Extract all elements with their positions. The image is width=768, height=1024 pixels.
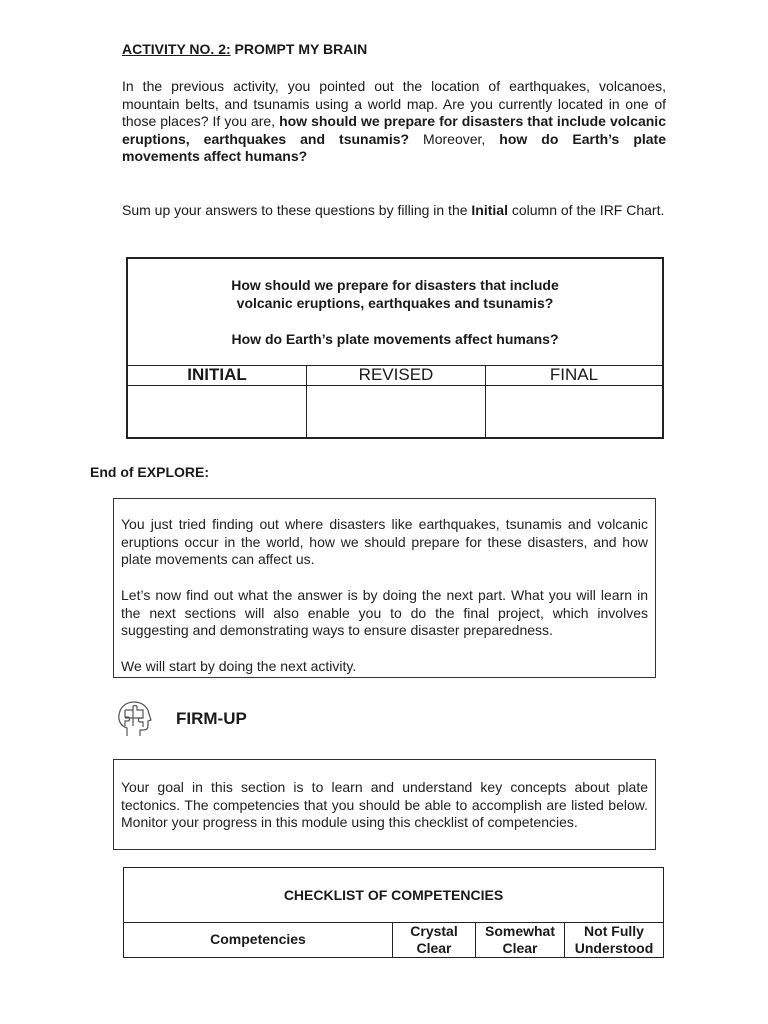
irf-question-2: How do Earth’s plate movements affect humans? [231, 331, 559, 347]
intro-text-2: Moreover, [409, 130, 500, 147]
irf-header-initial: INITIAL [128, 365, 307, 385]
irf-questions [128, 259, 662, 366]
irf-question-1 [128, 277, 662, 312]
puzzle-head-icon [113, 696, 157, 740]
irf-final-answer-cell[interactable] [486, 386, 662, 437]
activity-name: PROMPT MY BRAIN [230, 41, 368, 57]
irf-answer-row [128, 386, 662, 437]
checklist-header-somewhat-clear: Somewhat Clear [476, 922, 565, 957]
checklist-header-not-fully-understood: Not Fully Understood [574, 922, 654, 956]
checklist-title: CHECKLIST OF COMPETENCIES [124, 868, 663, 923]
sumup-bold: Initial [471, 202, 508, 218]
irf-header-revised: REVISED [307, 365, 486, 385]
intro-question-1: how should we prepare for disasters that include volcanic eruptions, earthquakes and tsunamis? [122, 113, 666, 147]
activity-title [122, 41, 367, 57]
goal-paragraph: Your goal in this section is to learn and understand key concepts about plate tectonics. The competencies that you should be able to accomplish are listed below. Monitor your progress in this module using this checklist of competencies. [121, 779, 648, 830]
irf-header-final: FINAL [549, 365, 599, 384]
sumup-text-2: column of the IRF Chart. [507, 202, 665, 218]
explore-paragraph-3: We will start by doing the next activity. [121, 658, 357, 674]
sumup-paragraph [122, 202, 666, 220]
checklist-table [123, 867, 664, 958]
explore-paragraph-1: You just tried finding out where disasters like earthquakes, tsunamis and volcanic eruptions occur in the world, how we should prepare for these disasters, and how plate movements can affect us. [121, 516, 648, 567]
irf-revised-answer-cell[interactable] [307, 386, 486, 437]
end-of-explore-heading: End of EXPLORE: [90, 464, 209, 480]
firm-up-heading: FIRM-UP [176, 709, 247, 728]
explore-summary-box [113, 498, 656, 678]
intro-text-1: In the previous activity, you pointed out the location of earthquakes, volcanoes, mountain belts, and tsunamis using a world map. Are you currently located in one of those places? If you are, [122, 78, 666, 129]
checklist-header-crystal-clear: Crystal Clear [393, 922, 476, 957]
goal-box [113, 759, 656, 850]
irf-header-row [128, 365, 662, 386]
irf-question-1-line-1: How should we prepare for disasters that include [231, 277, 559, 293]
sumup-text-1: Sum up your answers to these questions by filling in the [122, 202, 472, 218]
checklist-header-competencies: Competencies [124, 922, 393, 957]
explore-paragraph-2: Let’s now find out what the answer is by doing the next part. What you will learn in the next sections will also enable you to do the final project, which involves suggesting and demonstrating ways to ensure disaster preparedness. [121, 587, 648, 638]
intro-paragraph [122, 78, 666, 166]
irf-initial-answer-cell[interactable] [128, 386, 307, 437]
intro-question-2: how do Earth’s plate movements affect humans? [122, 130, 666, 164]
irf-chart-table [126, 257, 664, 439]
checklist-header-row [124, 922, 663, 957]
activity-number-label: ACTIVITY NO. 2: [122, 41, 231, 57]
irf-question-1-line-2: volcanic eruptions, earthquakes and tsunamis? [236, 294, 554, 311]
